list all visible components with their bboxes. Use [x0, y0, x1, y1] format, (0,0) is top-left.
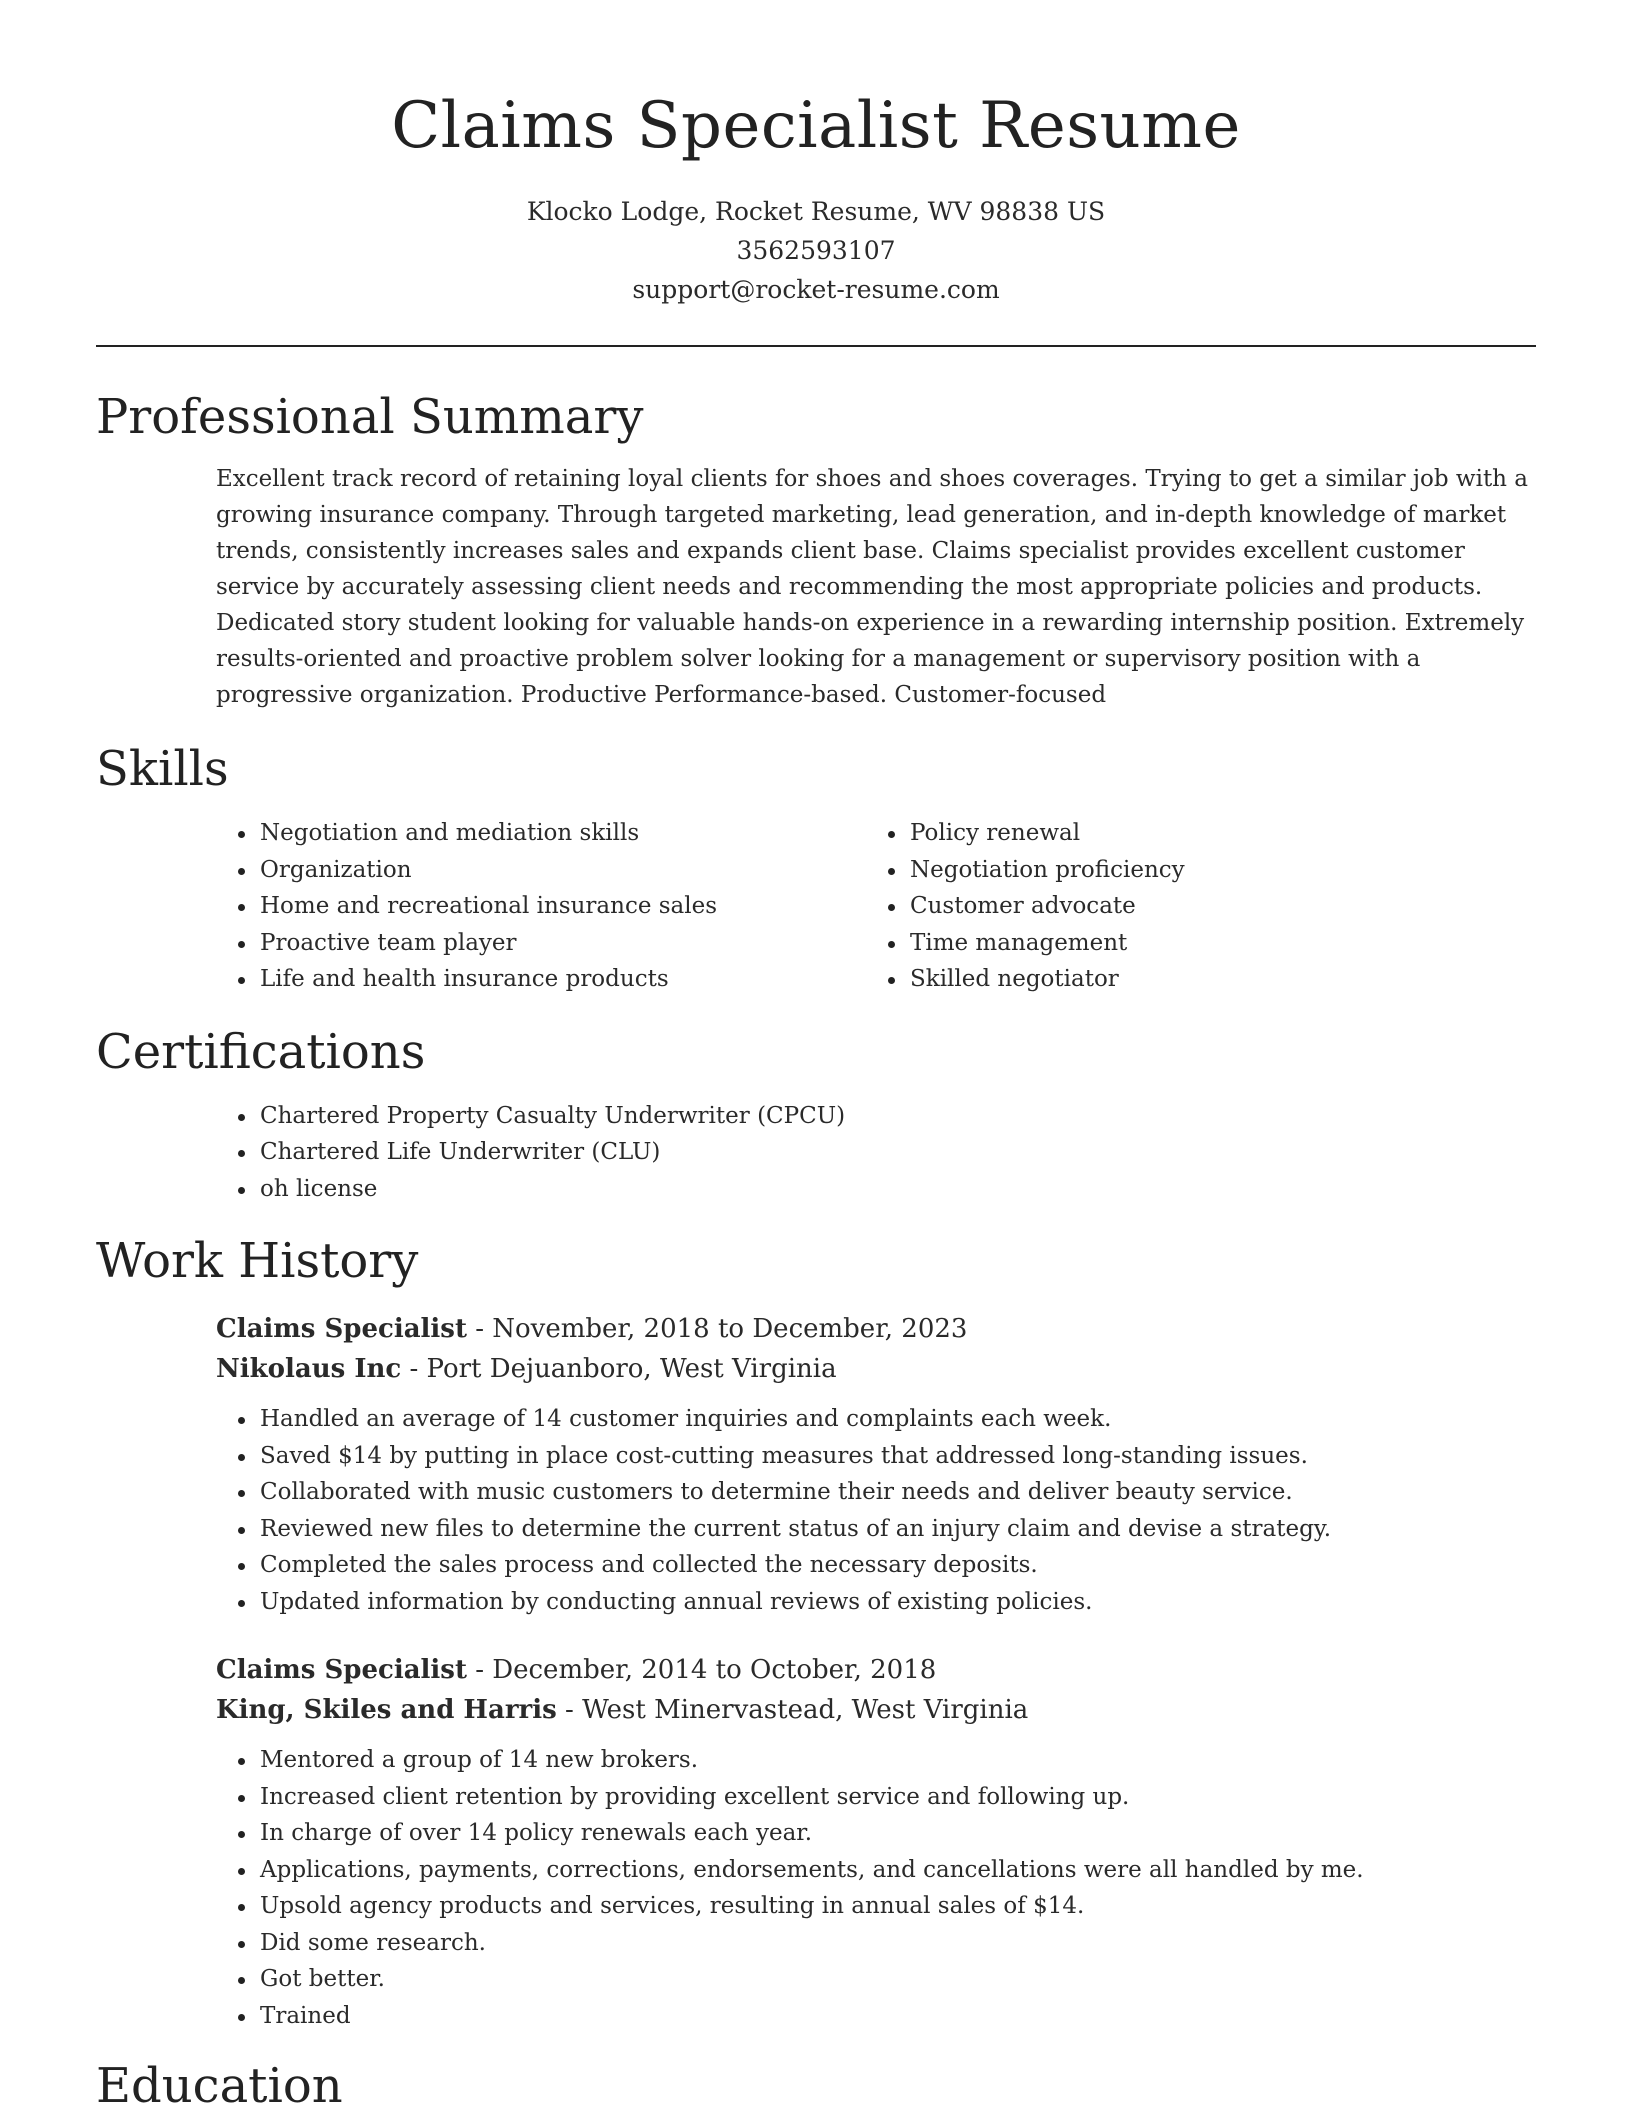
- summary-text: Excellent track record of retaining loyal clients for shoes and shoes coverages. Trying to get a similar job with a growing insurance company. Through targeted marketing, lead generation, and in-depth knowledge of market trends, consistently increases sales and expands client base. Claims specialist provides excellent customer service by accurately assessing client needs and recommending the most appropriate policies and products. Dedicated story student looking for valuable hands-on experience in a rewarding internship position. Extremely results-oriented and proactive problem solver looking for a management or supervisory position with a progressive organization. Productive Performance-based. Customer-focused: [216, 466, 1529, 708]
- job-title-line: [216, 1309, 1536, 1349]
- skills-section: [96, 737, 1536, 998]
- skills-list-right: [866, 815, 1466, 998]
- contact-address: Klocko Lodge, Rocket Resume, WV 98838 US: [526, 197, 1106, 226]
- work-history-heading: Work History: [96, 1233, 419, 1289]
- skill-item: Time management: [866, 925, 1466, 962]
- work-history-section: [96, 1229, 1536, 2034]
- job-bullet: Saved $14 by putting in place cost-cutting measures that addressed long-standing issues.: [216, 1438, 1536, 1475]
- job-entry: [216, 1309, 1536, 1620]
- skill-item: Policy renewal: [866, 815, 1466, 852]
- job-bullet: Trained: [216, 1998, 1536, 2035]
- resume-page: [96, 0, 1536, 2118]
- certification-item: oh license: [216, 1171, 1536, 1208]
- skill-item: Life and health insurance products: [216, 961, 866, 998]
- skill-item: Skilled negotiator: [866, 961, 1466, 998]
- certifications-list: [216, 1098, 1536, 1208]
- contact-email: support@rocket-resume.com: [632, 275, 1000, 304]
- certifications-section: [96, 1020, 1536, 1208]
- education-heading: Education: [96, 2058, 343, 2114]
- education-section: [96, 2054, 1536, 2118]
- summary-section: [96, 385, 1536, 713]
- job-location: - West Minervastead, West Virginia: [556, 1695, 1029, 1725]
- job-bullet: Handled an average of 14 customer inquiries and complaints each week.: [216, 1401, 1536, 1438]
- job-bullet: Upsold agency products and services, resulting in annual sales of $14.: [216, 1888, 1536, 1925]
- job-bullet: In charge of over 14 policy renewals each year.: [216, 1815, 1536, 1852]
- job-bullet: Collaborated with music customers to determine their needs and deliver beauty service.: [216, 1474, 1536, 1511]
- skill-item: Organization: [216, 852, 866, 889]
- job-bullet: Did some research.: [216, 1925, 1536, 1962]
- resume-title: Claims Specialist Resume: [391, 89, 1241, 163]
- job-title: Claims Specialist: [216, 1314, 467, 1344]
- job-bullet: Reviewed new files to determine the current status of an injury claim and devise a strategy.: [216, 1511, 1536, 1548]
- job-title-line: [216, 1650, 1536, 1690]
- skills-grid: [96, 815, 1536, 998]
- skill-item: Home and recreational insurance sales: [216, 888, 866, 925]
- job-bullet: Updated information by conducting annual reviews of existing policies.: [216, 1584, 1536, 1621]
- job-location: - Port Dejuanboro, West Virginia: [401, 1354, 837, 1384]
- skills-heading: Skills: [96, 741, 229, 797]
- job-bullet: Applications, payments, corrections, endorsements, and cancellations were all handled by me.: [216, 1852, 1536, 1889]
- skill-item: Proactive team player: [216, 925, 866, 962]
- skills-list-left: [216, 815, 866, 998]
- job-bullet: Completed the sales process and collected the necessary deposits.: [216, 1547, 1536, 1584]
- summary-heading: Professional Summary: [96, 389, 644, 445]
- skill-item: Negotiation proficiency: [866, 852, 1466, 889]
- job-bullets: [216, 1401, 1536, 1620]
- job-company-line: [216, 1690, 1536, 1730]
- header-divider: [96, 345, 1536, 347]
- job-dates: - November, 2018 to December, 2023: [466, 1314, 968, 1344]
- job-dates: - December, 2014 to October, 2018: [466, 1655, 937, 1685]
- job-bullet: Got better.: [216, 1961, 1536, 1998]
- skill-item: Negotiation and mediation skills: [216, 815, 866, 852]
- contact-block: [96, 192, 1536, 309]
- job-company: King, Skiles and Harris: [216, 1695, 557, 1725]
- job-company-line: [216, 1349, 1536, 1389]
- certification-item: Chartered Property Casualty Underwriter (CPCU): [216, 1098, 1536, 1135]
- job-entry: [216, 1650, 1536, 2034]
- job-bullets: [216, 1742, 1536, 2034]
- certifications-heading: Certifications: [96, 1023, 426, 1080]
- job-company: Nikolaus Inc: [216, 1354, 402, 1384]
- job-title: Claims Specialist: [216, 1655, 467, 1685]
- certification-item: Chartered Life Underwriter (CLU): [216, 1134, 1536, 1171]
- skill-item: Customer advocate: [866, 888, 1466, 925]
- job-bullet: Mentored a group of 14 new brokers.: [216, 1742, 1536, 1779]
- job-bullet: Increased client retention by providing excellent service and following up.: [216, 1779, 1536, 1816]
- contact-phone: 3562593107: [736, 236, 896, 265]
